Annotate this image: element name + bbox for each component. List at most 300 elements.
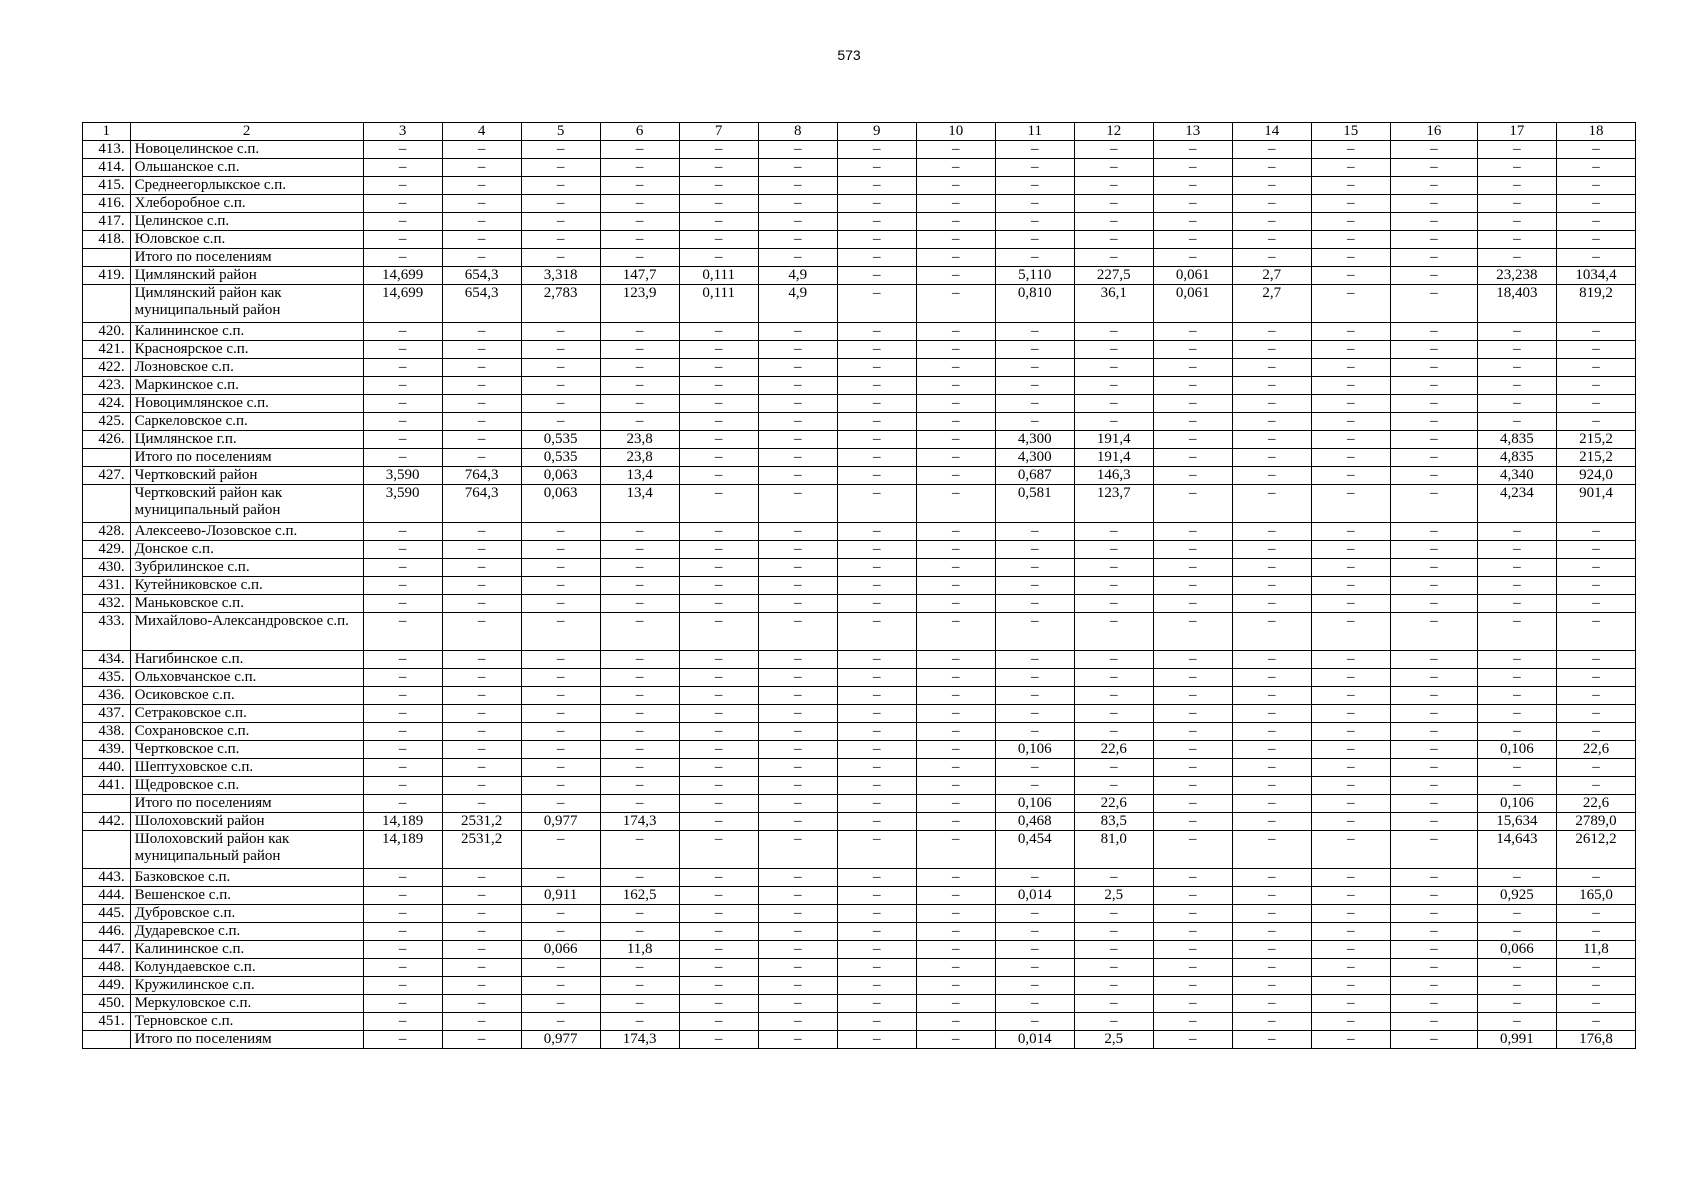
table-cell: – [995, 777, 1074, 795]
table-cell: – [758, 1031, 837, 1049]
table-cell: – [363, 431, 442, 449]
table-cell: – [363, 595, 442, 613]
table-cell: – [442, 341, 521, 359]
row-number: 413. [83, 141, 131, 159]
table-cell: – [1232, 705, 1311, 723]
table-cell: – [1311, 523, 1390, 541]
table-cell: – [916, 613, 995, 651]
table-cell: – [1232, 341, 1311, 359]
table-cell: – [758, 449, 837, 467]
table-cell: – [1153, 595, 1232, 613]
table-cell: – [837, 995, 916, 1013]
table-cell: – [679, 595, 758, 613]
table-cell: – [1477, 359, 1556, 377]
table-cell: – [995, 905, 1074, 923]
table-cell: – [1556, 377, 1635, 395]
table-cell: – [1390, 959, 1477, 977]
table-cell: – [363, 723, 442, 741]
table-cell: – [758, 541, 837, 559]
row-number: 431. [83, 577, 131, 595]
row-name: Базковское с.п. [130, 869, 363, 887]
table-cell: – [521, 577, 600, 595]
table-row [83, 959, 1636, 977]
column-header: 3 [363, 123, 442, 141]
table-cell: – [363, 923, 442, 941]
table-cell: – [600, 595, 679, 613]
table-cell: – [363, 977, 442, 995]
table-cell: – [916, 159, 995, 177]
row-name: Дубровское с.п. [130, 905, 363, 923]
table-cell: – [363, 887, 442, 905]
table-cell: – [1232, 323, 1311, 341]
table-cell: – [837, 577, 916, 595]
table-cell: – [1074, 613, 1153, 651]
table-cell: – [521, 723, 600, 741]
table-cell: – [1390, 485, 1477, 523]
row-number: 427. [83, 467, 131, 485]
table-cell: – [1153, 887, 1232, 905]
table-cell: – [1232, 1013, 1311, 1031]
table-cell: 0,066 [521, 941, 600, 959]
table-row [83, 669, 1636, 687]
table-cell: – [442, 523, 521, 541]
column-header: 5 [521, 123, 600, 141]
table-cell: – [1074, 323, 1153, 341]
row-name: Кутейниковское с.п. [130, 577, 363, 595]
table-cell: – [1074, 377, 1153, 395]
table-cell: – [995, 595, 1074, 613]
table-cell: – [1232, 413, 1311, 431]
table-cell: – [363, 377, 442, 395]
row-name: Донское с.п. [130, 541, 363, 559]
table-cell: – [521, 359, 600, 377]
table-cell: – [600, 613, 679, 651]
table-cell: 4,234 [1477, 485, 1556, 523]
table-cell: 0,106 [995, 741, 1074, 759]
table-cell: 4,835 [1477, 449, 1556, 467]
table-cell: 22,6 [1074, 795, 1153, 813]
table-cell: 0,810 [995, 285, 1074, 323]
table-cell: – [1311, 395, 1390, 413]
table-cell: – [363, 577, 442, 595]
table-cell: – [1153, 231, 1232, 249]
table-cell: – [1074, 959, 1153, 977]
table-row [83, 231, 1636, 249]
table-cell: – [837, 213, 916, 231]
table-cell: – [995, 395, 1074, 413]
table-row [83, 141, 1636, 159]
row-number: 440. [83, 759, 131, 777]
table-cell: – [916, 941, 995, 959]
table-cell: 11,8 [600, 941, 679, 959]
table-cell: – [442, 723, 521, 741]
table-cell: – [1232, 941, 1311, 959]
table-cell: – [363, 941, 442, 959]
column-header: 1 [83, 123, 131, 141]
table-cell: – [521, 413, 600, 431]
table-cell: – [1477, 613, 1556, 651]
table-cell: – [1390, 741, 1477, 759]
column-header: 7 [679, 123, 758, 141]
table-row [83, 377, 1636, 395]
table-cell: – [600, 741, 679, 759]
table-cell: – [758, 651, 837, 669]
table-cell: – [995, 977, 1074, 995]
table-cell: – [1477, 959, 1556, 977]
row-number [83, 1031, 131, 1049]
table-cell: – [521, 341, 600, 359]
table-cell: – [758, 213, 837, 231]
table-cell: – [1311, 541, 1390, 559]
table-cell: – [837, 431, 916, 449]
table-cell: – [521, 231, 600, 249]
table-cell: – [363, 359, 442, 377]
column-header: 18 [1556, 123, 1635, 141]
table-cell: – [1390, 905, 1477, 923]
table-cell: – [1477, 577, 1556, 595]
table-cell: – [1074, 723, 1153, 741]
table-cell: – [521, 795, 600, 813]
table-cell: – [363, 687, 442, 705]
table-cell: – [442, 431, 521, 449]
table-cell: – [679, 723, 758, 741]
table-cell: – [1390, 813, 1477, 831]
table-cell: 165,0 [1556, 887, 1635, 905]
table-cell: – [1074, 941, 1153, 959]
table-cell: – [758, 577, 837, 595]
table-cell: – [837, 341, 916, 359]
table-cell: – [1311, 741, 1390, 759]
table-cell: – [1074, 759, 1153, 777]
row-name: Калининское с.п. [130, 941, 363, 959]
table-cell: – [1153, 941, 1232, 959]
row-number: 425. [83, 413, 131, 431]
table-cell: – [600, 177, 679, 195]
table-cell: 3,590 [363, 467, 442, 485]
table-cell: – [363, 523, 442, 541]
table-cell: – [442, 413, 521, 431]
table-cell: – [1232, 813, 1311, 831]
table-cell: – [916, 687, 995, 705]
table-cell: – [1153, 577, 1232, 595]
table-cell: – [837, 959, 916, 977]
table-cell: – [916, 485, 995, 523]
table-cell: – [837, 651, 916, 669]
table-cell: – [1232, 687, 1311, 705]
row-number: 447. [83, 941, 131, 959]
table-cell: 2531,2 [442, 813, 521, 831]
table-cell: 0,014 [995, 887, 1074, 905]
table-cell: – [758, 195, 837, 213]
table-cell: – [442, 159, 521, 177]
table-cell: – [916, 759, 995, 777]
table-row [83, 813, 1636, 831]
row-name: Меркуловское с.п. [130, 995, 363, 1013]
table-cell: – [600, 831, 679, 869]
table-cell: – [679, 977, 758, 995]
row-name: Осиковское с.п. [130, 687, 363, 705]
table-cell: – [758, 995, 837, 1013]
table-cell: – [1074, 995, 1153, 1013]
column-header: 11 [995, 123, 1074, 141]
table-cell: – [442, 959, 521, 977]
table-cell: – [521, 959, 600, 977]
table-cell: – [1390, 705, 1477, 723]
table-cell: – [837, 195, 916, 213]
table-cell: – [1390, 249, 1477, 267]
table-cell: – [1311, 887, 1390, 905]
table-cell: – [916, 723, 995, 741]
table-cell: – [995, 723, 1074, 741]
table-cell: – [363, 759, 442, 777]
table-cell: – [995, 759, 1074, 777]
table-cell: 3,590 [363, 485, 442, 523]
row-name: Красноярское с.п. [130, 341, 363, 359]
table-cell: – [758, 831, 837, 869]
table-cell: – [1477, 777, 1556, 795]
table-cell: – [837, 159, 916, 177]
table-cell: – [837, 705, 916, 723]
table-cell: – [995, 249, 1074, 267]
table-row [83, 905, 1636, 923]
table-cell: – [1153, 523, 1232, 541]
table-cell: – [1390, 1013, 1477, 1031]
table-cell: – [1311, 195, 1390, 213]
row-number: 439. [83, 741, 131, 759]
table-cell: – [521, 159, 600, 177]
row-number: 436. [83, 687, 131, 705]
table-cell: 5,110 [995, 267, 1074, 285]
table-cell: 162,5 [600, 887, 679, 905]
table-cell: – [1477, 669, 1556, 687]
table-cell: 14,643 [1477, 831, 1556, 869]
table-cell: – [1477, 141, 1556, 159]
table-cell: – [363, 795, 442, 813]
table-cell: – [995, 377, 1074, 395]
table-cell: – [363, 341, 442, 359]
table-cell: – [1390, 759, 1477, 777]
table-cell: – [1153, 213, 1232, 231]
table-cell: – [837, 741, 916, 759]
table-cell: – [363, 413, 442, 431]
table-cell: – [442, 687, 521, 705]
table-cell: – [1153, 923, 1232, 941]
table-cell: – [837, 813, 916, 831]
table-cell: 123,9 [600, 285, 679, 323]
table-cell: – [1074, 669, 1153, 687]
row-number [83, 485, 131, 523]
table-cell: – [1477, 759, 1556, 777]
table-cell: 215,2 [1556, 449, 1635, 467]
table-cell: – [1477, 687, 1556, 705]
table-cell: – [521, 651, 600, 669]
row-name: Сетраковское с.п. [130, 705, 363, 723]
table-row [83, 887, 1636, 905]
table-cell: 0,454 [995, 831, 1074, 869]
table-cell: – [1232, 231, 1311, 249]
table-cell: – [679, 323, 758, 341]
table-cell: – [600, 541, 679, 559]
table-cell: – [1153, 467, 1232, 485]
table-cell: – [995, 177, 1074, 195]
table-cell: – [1311, 941, 1390, 959]
table-cell: – [363, 651, 442, 669]
table-cell: – [1074, 1013, 1153, 1031]
table-cell: – [758, 431, 837, 449]
table-cell: – [521, 905, 600, 923]
table-cell: 13,4 [600, 467, 679, 485]
row-name: Цимлянский район [130, 267, 363, 285]
table-cell: – [600, 705, 679, 723]
table-cell: – [1153, 377, 1232, 395]
table-cell: – [995, 141, 1074, 159]
table-cell: – [1556, 723, 1635, 741]
table-cell: 0,925 [1477, 887, 1556, 905]
table-cell: – [600, 577, 679, 595]
table-cell: – [1232, 141, 1311, 159]
table-cell: – [1477, 995, 1556, 1013]
table-cell: – [1232, 559, 1311, 577]
row-number: 441. [83, 777, 131, 795]
table-cell: – [442, 195, 521, 213]
table-cell: – [837, 541, 916, 559]
table-cell: – [679, 759, 758, 777]
row-name: Итого по поселениям [130, 1031, 363, 1049]
table-cell: – [1153, 687, 1232, 705]
table-cell: – [1311, 651, 1390, 669]
row-name: Шолоховский район [130, 813, 363, 831]
table-cell: – [1153, 431, 1232, 449]
table-cell: 14,699 [363, 267, 442, 285]
row-name: Нагибинское с.п. [130, 651, 363, 669]
table-cell: – [600, 249, 679, 267]
table-cell: – [1311, 1013, 1390, 1031]
row-name: Среднеегорлыкское с.п. [130, 177, 363, 195]
table-cell: – [521, 1013, 600, 1031]
table-cell: – [1153, 905, 1232, 923]
table-cell: – [363, 995, 442, 1013]
table-cell: – [363, 1013, 442, 1031]
table-row [83, 559, 1636, 577]
table-cell: – [363, 159, 442, 177]
row-name: Чертковский район [130, 467, 363, 485]
table-cell: – [1153, 795, 1232, 813]
table-cell: 0,535 [521, 431, 600, 449]
table-row [83, 595, 1636, 613]
table-cell: 0,991 [1477, 1031, 1556, 1049]
table-cell: – [837, 923, 916, 941]
table-cell: – [916, 395, 995, 413]
table-cell: – [1153, 141, 1232, 159]
table-cell: – [916, 213, 995, 231]
table-cell: – [916, 285, 995, 323]
column-header: 15 [1311, 123, 1390, 141]
table-cell: – [1074, 977, 1153, 995]
table-cell: – [1390, 1031, 1477, 1049]
table-cell: – [679, 813, 758, 831]
table-cell: – [679, 687, 758, 705]
table-cell: – [1390, 377, 1477, 395]
row-number: 419. [83, 267, 131, 285]
table-cell: – [916, 377, 995, 395]
row-name: Новоцимлянское с.п. [130, 395, 363, 413]
table-cell: – [1311, 669, 1390, 687]
table-cell: – [679, 177, 758, 195]
table-row [83, 577, 1636, 595]
table-cell: – [916, 449, 995, 467]
table-cell: – [1477, 723, 1556, 741]
table-cell: – [1477, 905, 1556, 923]
row-name: Саркеловское с.п. [130, 413, 363, 431]
table-cell: 901,4 [1556, 485, 1635, 523]
table-cell: – [1153, 559, 1232, 577]
table-cell: – [679, 559, 758, 577]
table-cell: – [837, 759, 916, 777]
table-cell: – [1311, 705, 1390, 723]
row-name: Дударевское с.п. [130, 923, 363, 941]
table-cell: – [1311, 869, 1390, 887]
row-name: Кружилинское с.п. [130, 977, 363, 995]
table-cell: – [837, 467, 916, 485]
table-cell: – [600, 395, 679, 413]
table-cell: – [363, 141, 442, 159]
table-cell: – [837, 831, 916, 869]
table-cell: – [916, 977, 995, 995]
table-cell: – [442, 869, 521, 887]
table-cell: – [758, 869, 837, 887]
table-cell: – [1232, 359, 1311, 377]
table-cell: – [1074, 687, 1153, 705]
table-row [83, 249, 1636, 267]
table-cell: – [521, 923, 600, 941]
table-row [83, 613, 1636, 651]
table-cell: 2,5 [1074, 887, 1153, 905]
table-cell: – [1311, 285, 1390, 323]
table-cell: – [758, 413, 837, 431]
table-cell: – [1153, 341, 1232, 359]
row-name: Итого по поселениям [130, 449, 363, 467]
table-cell: – [1390, 887, 1477, 905]
table-cell: – [1232, 395, 1311, 413]
table-cell: 23,8 [600, 431, 679, 449]
table-cell: – [1390, 231, 1477, 249]
table-cell: 0,066 [1477, 941, 1556, 959]
table-cell: – [521, 595, 600, 613]
table-cell: – [995, 959, 1074, 977]
table-row [83, 777, 1636, 795]
table-cell: – [442, 941, 521, 959]
table-cell: – [1153, 869, 1232, 887]
table-cell: – [837, 613, 916, 651]
table-cell: – [916, 669, 995, 687]
table-cell: – [1153, 449, 1232, 467]
table-cell: – [916, 231, 995, 249]
table-cell: – [1153, 249, 1232, 267]
table-cell: 11,8 [1556, 941, 1635, 959]
table-cell: – [521, 687, 600, 705]
table-cell: – [1074, 195, 1153, 213]
table-cell: – [1232, 449, 1311, 467]
table-cell: – [679, 431, 758, 449]
table-cell: – [1074, 359, 1153, 377]
table-cell: – [837, 395, 916, 413]
table-cell: – [1232, 249, 1311, 267]
table-cell: – [1556, 687, 1635, 705]
table-cell: – [1311, 613, 1390, 651]
table-cell: – [837, 359, 916, 377]
table-cell: – [600, 995, 679, 1013]
table-cell: – [442, 577, 521, 595]
